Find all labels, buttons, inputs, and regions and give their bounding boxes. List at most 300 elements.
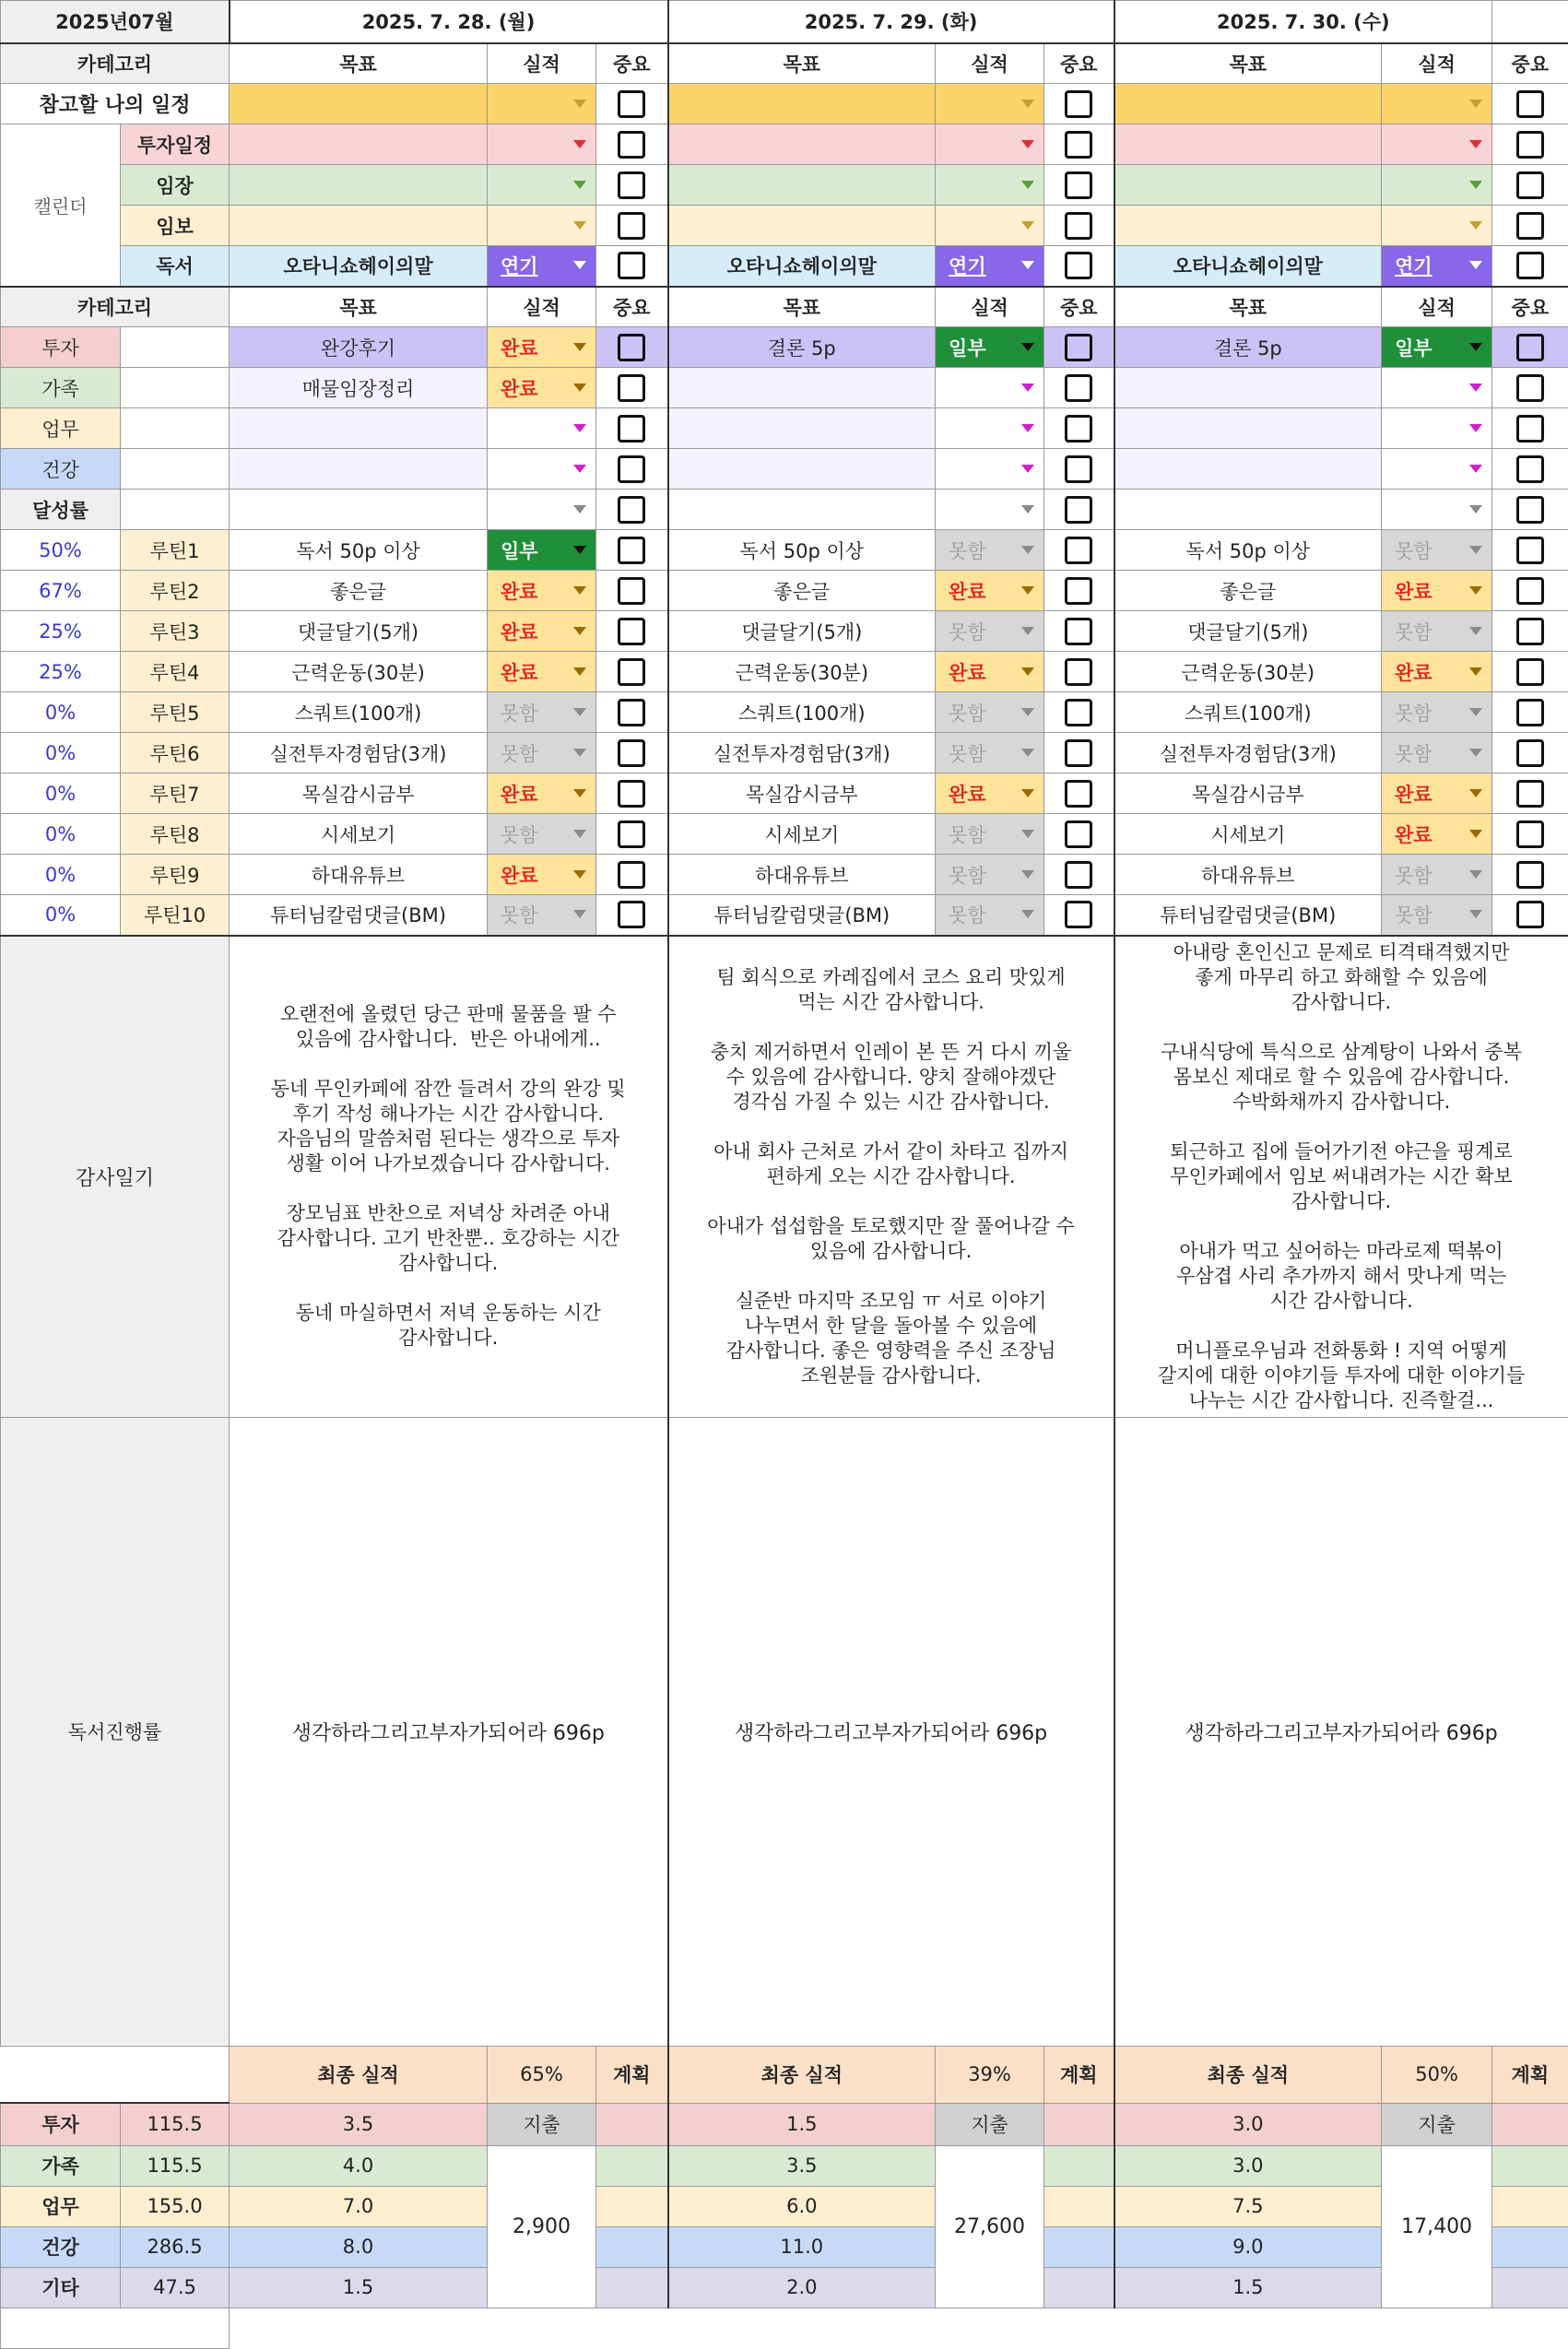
important-checkbox-cell[interactable]	[1044, 206, 1114, 246]
routine-percent: 67%	[1, 571, 121, 611]
dropdown-arrow-icon[interactable]	[573, 586, 586, 595]
result-dropdown[interactable]	[1382, 327, 1492, 368]
important-checkbox-cell[interactable]	[596, 530, 668, 571]
dropdown-arrow-icon[interactable]	[1021, 586, 1034, 595]
dropdown-arrow-icon[interactable]	[573, 910, 586, 918]
dropdown-arrow-icon[interactable]	[1021, 708, 1034, 716]
important-checkbox[interactable]	[1516, 537, 1544, 564]
important-checkbox-cell[interactable]	[1044, 490, 1114, 530]
result-dropdown[interactable]	[936, 368, 1044, 408]
important-checkbox[interactable]	[1516, 212, 1544, 240]
important-checkbox-cell[interactable]	[1044, 327, 1114, 368]
important-checkbox[interactable]	[1065, 455, 1092, 483]
important-checkbox[interactable]	[1516, 90, 1544, 118]
important-checkbox-cell[interactable]	[1044, 814, 1114, 855]
important-checkbox-cell[interactable]	[596, 449, 668, 490]
important-checkbox[interactable]	[618, 618, 645, 645]
schedule-dropdown[interactable]	[488, 84, 596, 124]
important-checkbox[interactable]	[618, 455, 645, 483]
important-checkbox-cell[interactable]	[1492, 84, 1568, 124]
important-checkbox-cell[interactable]	[1044, 530, 1114, 571]
dropdown-arrow-icon[interactable]	[1021, 749, 1034, 757]
important-checkbox-cell[interactable]	[1044, 165, 1114, 206]
result-dropdown[interactable]	[488, 490, 596, 530]
dropdown-arrow-icon[interactable]	[1469, 505, 1482, 513]
dropdown-arrow-icon[interactable]	[573, 830, 586, 838]
dropdown-arrow-icon[interactable]	[573, 261, 586, 269]
important-checkbox-cell[interactable]	[1044, 692, 1114, 733]
result-dropdown[interactable]	[936, 449, 1044, 490]
important-checkbox-cell[interactable]	[1044, 408, 1114, 449]
important-checkbox-cell[interactable]	[596, 246, 668, 287]
dropdown-arrow-icon[interactable]	[1021, 384, 1034, 392]
result-dropdown[interactable]	[936, 855, 1044, 895]
important-checkbox[interactable]	[618, 252, 645, 279]
dropdown-arrow-icon[interactable]	[1469, 261, 1482, 269]
important-checkbox[interactable]	[1516, 820, 1544, 848]
important-checkbox-cell[interactable]	[1492, 773, 1568, 814]
important-checkbox-cell[interactable]	[596, 368, 668, 408]
important-checkbox-cell[interactable]	[1044, 246, 1114, 287]
calendar-dropdown[interactable]	[936, 124, 1044, 165]
important-checkbox[interactable]	[1065, 901, 1092, 928]
result-dropdown[interactable]	[488, 733, 596, 773]
schedule-goal-cell[interactable]	[1114, 84, 1382, 124]
important-checkbox[interactable]	[618, 820, 645, 848]
result-dropdown[interactable]	[936, 773, 1044, 814]
important-checkbox[interactable]	[618, 658, 645, 686]
dropdown-arrow-icon[interactable]	[573, 627, 586, 635]
important-checkbox-cell[interactable]	[1492, 733, 1568, 773]
result-value: 완료	[1395, 784, 1432, 806]
book-title[interactable]: 오타니쇼헤이의말	[668, 246, 936, 287]
result-dropdown[interactable]	[1382, 773, 1492, 814]
calendar-goal-cell[interactable]	[1114, 165, 1382, 206]
important-checkbox-cell[interactable]	[1044, 449, 1114, 490]
important-checkbox-cell[interactable]	[1492, 611, 1568, 652]
category-label: 건강	[1, 449, 121, 490]
dropdown-arrow-icon[interactable]	[1021, 100, 1034, 108]
important-checkbox[interactable]	[1516, 252, 1544, 279]
gratitude-diary[interactable]: 아내랑 혼인신고 문제로 티격태격했지만 좋게 마무리 하고 화해할 수 있음에 감사합니다. 구내식당에 특식으로 삼계탕이 나와서 중복 몸보신 제대로 할 수 있음에 감사합니다. 수박화채까지 감사합니다. 퇴근하고 집에 들어가기전 야근을 핑계로 무인카페에서 임보 써내려가는 시간 확보 감사합니다. 아내가 먹고 싶어하는 마라로제 떡볶이 우삼겹 사리 추가까지 해서 맛나게 먹는 시간 감사합니다. 머니플로우님과 전화통화 ! 지역 어떻게 갈지에 대한 이야기들 투자에 대한 이야기들 나누는 시간 감사합니다. 진즉할걸...	[1114, 936, 1568, 1418]
dropdown-arrow-icon[interactable]	[1469, 708, 1482, 716]
dropdown-arrow-icon[interactable]	[1021, 789, 1034, 797]
plan-cell[interactable]	[1492, 2267, 1568, 2308]
goal-cell[interactable]	[1114, 449, 1382, 490]
important-checkbox[interactable]	[1516, 577, 1544, 605]
result-dropdown[interactable]	[488, 530, 596, 571]
important-checkbox[interactable]	[618, 415, 645, 443]
gratitude-diary[interactable]: 오랜전에 올렸던 당근 판매 물품을 팔 수 있음에 감사합니다. 반은 아내에게.. 동네 무인카페에 잠깐 들려서 강의 완강 및 후기 작성 해나가는 시간 감사합니다. 자음님의 말씀처럼 된다는 생각으로 투자 생활 이어 나가보겠습니다 감사합니다. 장모님표 반찬으로 저녁상 차려준 아내 감사합니다. 고기 반찬뿐.. 호강하는 시간 감사합니다. 동네 마실하면서 저녁 운동하는 시간 감사합니다.	[230, 936, 668, 1418]
calendar-goal-cell[interactable]	[668, 206, 936, 246]
routine-goal: 하대유튜브	[1114, 855, 1382, 895]
dropdown-arrow-icon[interactable]	[573, 100, 586, 108]
result-value: 못함	[949, 702, 986, 725]
schedule-dropdown[interactable]	[1382, 84, 1492, 124]
important-checkbox-cell[interactable]	[1492, 652, 1568, 692]
schedule-goal-cell[interactable]	[668, 84, 936, 124]
important-checkbox-cell[interactable]	[596, 652, 668, 692]
goal-cell[interactable]	[668, 490, 936, 530]
dropdown-arrow-icon[interactable]	[1469, 830, 1482, 838]
dropdown-arrow-icon[interactable]	[1021, 221, 1034, 230]
result-dropdown[interactable]	[1382, 814, 1492, 855]
result-dropdown[interactable]	[936, 733, 1044, 773]
goal-cell[interactable]	[668, 449, 936, 490]
important-checkbox[interactable]	[1065, 90, 1092, 118]
calendar-dropdown[interactable]	[1382, 124, 1492, 165]
important-checkbox[interactable]	[1065, 699, 1092, 726]
book-title[interactable]: 오타니쇼헤이의말	[1114, 246, 1382, 287]
dropdown-arrow-icon[interactable]	[1021, 910, 1034, 918]
goal-cell[interactable]	[1114, 368, 1382, 408]
important-checkbox-cell[interactable]	[1044, 368, 1114, 408]
important-checkbox-cell[interactable]	[596, 571, 668, 611]
dropdown-arrow-icon[interactable]	[573, 708, 586, 716]
final-percent: 65%	[488, 2046, 596, 2103]
goal-cell[interactable]: 결론 5p	[1114, 327, 1382, 368]
important-checkbox-cell[interactable]	[596, 327, 668, 368]
important-checkbox[interactable]	[1516, 374, 1544, 402]
plan-cell[interactable]	[596, 2226, 668, 2267]
important-checkbox-cell[interactable]	[1492, 124, 1568, 165]
important-checkbox-cell[interactable]	[596, 124, 668, 165]
important-checkbox[interactable]	[618, 334, 645, 361]
dropdown-arrow-icon[interactable]	[1021, 343, 1034, 351]
important-checkbox[interactable]	[618, 496, 645, 524]
important-checkbox-cell[interactable]	[596, 733, 668, 773]
plan-cell[interactable]	[1044, 2186, 1114, 2226]
important-checkbox[interactable]	[1065, 496, 1092, 524]
important-checkbox-cell[interactable]	[596, 773, 668, 814]
calendar-dropdown[interactable]	[488, 124, 596, 165]
important-checkbox-cell[interactable]	[596, 814, 668, 855]
important-checkbox[interactable]	[1065, 131, 1092, 159]
important-checkbox[interactable]	[1516, 455, 1544, 483]
result-dropdown[interactable]	[488, 814, 596, 855]
plan-cell[interactable]	[1492, 2103, 1568, 2145]
result-dropdown[interactable]	[488, 571, 596, 611]
result-dropdown[interactable]	[936, 895, 1044, 936]
dropdown-arrow-icon[interactable]	[1469, 870, 1482, 879]
book-status-dropdown[interactable]	[488, 246, 596, 287]
calendar-goal-cell[interactable]	[230, 206, 488, 246]
dropdown-arrow-icon[interactable]	[573, 749, 586, 757]
important-checkbox-cell[interactable]	[1492, 814, 1568, 855]
result-dropdown[interactable]	[1382, 490, 1492, 530]
important-checkbox[interactable]	[1065, 739, 1092, 767]
dropdown-arrow-icon[interactable]	[1021, 261, 1034, 269]
important-checkbox-cell[interactable]	[1492, 692, 1568, 733]
dropdown-arrow-icon[interactable]	[1469, 667, 1482, 676]
dropdown-arrow-icon[interactable]	[1469, 465, 1482, 473]
dropdown-arrow-icon[interactable]	[573, 343, 586, 351]
result-dropdown[interactable]	[1382, 895, 1492, 936]
dropdown-arrow-icon[interactable]	[1469, 424, 1482, 432]
important-checkbox-cell[interactable]	[1492, 530, 1568, 571]
result-dropdown[interactable]	[488, 895, 596, 936]
important-checkbox-cell[interactable]	[1492, 206, 1568, 246]
important-checkbox[interactable]	[1516, 658, 1544, 686]
dropdown-arrow-icon[interactable]	[1469, 910, 1482, 918]
plan-cell[interactable]	[1492, 2145, 1568, 2186]
schedule-goal-cell[interactable]	[230, 84, 488, 124]
important-checkbox[interactable]	[618, 577, 645, 605]
calendar-goal-cell[interactable]	[1114, 124, 1382, 165]
important-checkbox[interactable]	[618, 537, 645, 564]
important-checkbox-cell[interactable]	[1044, 733, 1114, 773]
calendar-dropdown[interactable]	[1382, 165, 1492, 206]
dropdown-arrow-icon[interactable]	[1021, 140, 1034, 148]
result-dropdown[interactable]	[1382, 449, 1492, 490]
important-checkbox[interactable]	[1516, 334, 1544, 361]
important-checkbox[interactable]	[618, 901, 645, 928]
result-dropdown[interactable]	[936, 530, 1044, 571]
result-dropdown[interactable]	[1382, 652, 1492, 692]
goal-cell[interactable]	[230, 408, 488, 449]
goal-cell[interactable]	[230, 490, 488, 530]
important-checkbox[interactable]	[1065, 252, 1092, 279]
result-dropdown[interactable]	[1382, 733, 1492, 773]
important-checkbox[interactable]	[618, 212, 645, 240]
plan-cell[interactable]	[1044, 2145, 1114, 2186]
plan-cell[interactable]	[596, 2145, 668, 2186]
result-dropdown[interactable]	[488, 611, 596, 652]
important-checkbox[interactable]	[1065, 780, 1092, 808]
plan-cell[interactable]	[1492, 2186, 1568, 2226]
result-dropdown[interactable]	[1382, 368, 1492, 408]
important-checkbox-cell[interactable]	[1492, 246, 1568, 287]
dropdown-arrow-icon[interactable]	[573, 667, 586, 676]
dropdown-arrow-icon[interactable]	[1021, 465, 1034, 473]
important-checkbox[interactable]	[1065, 577, 1092, 605]
goal-cell[interactable]: 결론 5p	[668, 327, 936, 368]
dropdown-arrow-icon[interactable]	[1021, 505, 1034, 513]
important-checkbox[interactable]	[618, 171, 645, 199]
dropdown-arrow-icon[interactable]	[573, 140, 586, 148]
important-checkbox-cell[interactable]	[1492, 408, 1568, 449]
important-checkbox[interactable]	[1065, 171, 1092, 199]
book-status-dropdown[interactable]	[1382, 246, 1492, 287]
dropdown-arrow-icon[interactable]	[1469, 140, 1482, 148]
dropdown-arrow-icon[interactable]	[1469, 546, 1482, 554]
dropdown-arrow-icon[interactable]	[1021, 667, 1034, 676]
result-value: 일부	[501, 540, 538, 562]
important-checkbox[interactable]	[618, 780, 645, 808]
goal-cell[interactable]	[230, 449, 488, 490]
important-checkbox-cell[interactable]	[596, 855, 668, 895]
dropdown-arrow-icon[interactable]	[1021, 627, 1034, 635]
important-checkbox-cell[interactable]	[1044, 855, 1114, 895]
dropdown-arrow-icon[interactable]	[1469, 221, 1482, 230]
important-checkbox[interactable]	[618, 699, 645, 726]
important-checkbox-cell[interactable]	[1492, 165, 1568, 206]
result-dropdown[interactable]	[936, 408, 1044, 449]
dropdown-arrow-icon[interactable]	[1469, 586, 1482, 595]
important-checkbox[interactable]	[618, 861, 645, 889]
important-checkbox[interactable]	[1065, 658, 1092, 686]
important-checkbox-cell[interactable]	[1044, 652, 1114, 692]
important-checkbox-cell[interactable]	[596, 490, 668, 530]
calendar-goal-cell[interactable]	[230, 124, 488, 165]
important-checkbox[interactable]	[1065, 212, 1092, 240]
goal-cell[interactable]	[1114, 408, 1382, 449]
result-dropdown[interactable]	[488, 327, 596, 368]
calendar-dropdown[interactable]	[936, 206, 1044, 246]
dropdown-arrow-icon[interactable]	[1469, 789, 1482, 797]
goal-cell[interactable]	[668, 368, 936, 408]
important-checkbox[interactable]	[1516, 861, 1544, 889]
important-checkbox[interactable]	[1065, 415, 1092, 443]
important-checkbox[interactable]	[1065, 618, 1092, 645]
routine-percent: 0%	[1, 733, 121, 773]
dropdown-arrow-icon[interactable]	[573, 789, 586, 797]
important-checkbox[interactable]	[1516, 618, 1544, 645]
result-dropdown[interactable]	[1382, 408, 1492, 449]
calendar-dropdown[interactable]	[936, 165, 1044, 206]
plan-cell[interactable]	[1044, 2226, 1114, 2267]
calendar-dropdown[interactable]	[488, 206, 596, 246]
dropdown-arrow-icon[interactable]	[1021, 181, 1034, 189]
dropdown-arrow-icon[interactable]	[573, 505, 586, 513]
calendar-goal-cell[interactable]	[230, 165, 488, 206]
important-checkbox-cell[interactable]	[1044, 895, 1114, 936]
goal-cell[interactable]: 매물임장정리	[230, 368, 488, 408]
result-dropdown[interactable]	[1382, 530, 1492, 571]
dropdown-arrow-icon[interactable]	[1469, 343, 1482, 351]
dropdown-arrow-icon[interactable]	[1021, 830, 1034, 838]
result-dropdown[interactable]	[488, 368, 596, 408]
dropdown-arrow-icon[interactable]	[573, 181, 586, 189]
important-checkbox-cell[interactable]	[1492, 855, 1568, 895]
dropdown-arrow-icon[interactable]	[573, 424, 586, 432]
important-checkbox[interactable]	[618, 374, 645, 402]
important-checkbox[interactable]	[1516, 780, 1544, 808]
dropdown-arrow-icon[interactable]	[1021, 546, 1034, 554]
plan-cell[interactable]	[1044, 2103, 1114, 2145]
result-dropdown[interactable]	[936, 571, 1044, 611]
important-checkbox-cell[interactable]	[596, 165, 668, 206]
important-checkbox-cell[interactable]	[1044, 571, 1114, 611]
calendar-goal-cell[interactable]	[1114, 206, 1382, 246]
calendar-goal-cell[interactable]	[668, 124, 936, 165]
dropdown-arrow-icon[interactable]	[1021, 870, 1034, 879]
result-dropdown[interactable]	[488, 855, 596, 895]
dropdown-arrow-icon[interactable]	[1469, 181, 1482, 189]
book-title[interactable]: 오타니쇼헤이의말	[230, 246, 488, 287]
result-dropdown[interactable]	[1382, 611, 1492, 652]
result-dropdown[interactable]	[936, 327, 1044, 368]
plan-cell[interactable]	[1044, 2267, 1114, 2308]
important-checkbox-cell[interactable]	[1492, 327, 1568, 368]
important-checkbox[interactable]	[1516, 699, 1544, 726]
plan-cell[interactable]	[596, 2103, 668, 2145]
important-checkbox[interactable]	[618, 90, 645, 118]
goal-cell[interactable]	[668, 408, 936, 449]
result-dropdown[interactable]	[936, 652, 1044, 692]
result-dropdown[interactable]	[488, 652, 596, 692]
dropdown-arrow-icon[interactable]	[573, 870, 586, 879]
important-checkbox[interactable]	[618, 131, 645, 159]
important-checkbox-cell[interactable]	[596, 206, 668, 246]
calendar-dropdown[interactable]	[1382, 206, 1492, 246]
routine-label: 루틴1	[121, 530, 230, 571]
book-status-dropdown[interactable]	[936, 246, 1044, 287]
gratitude-diary[interactable]: 팀 회식으로 카레집에서 코스 요리 맛있게 먹는 시간 감사합니다. 충치 제거하면서 인레이 본 뜬 거 다시 끼울 수 있음에 감사합니다. 양치 잘해야겠단 경각심 가질 수 있는 시간 감사합니다. 아내 회사 근처로 가서 같이 차타고 집까지 편하게 오는 시간 감사합니다. 아내가 섭섭함을 토로했지만 잘 풀어나갈 수 있음에 감사합니다. 실준반 마지막 조모임 ㅠ 서로 이야기 나누면서 한 달을 돌아볼 수 있음에 감사합니다. 좋은 영향력을 주신 조장님 조원분들 감사합니다.	[668, 936, 1114, 1418]
result-dropdown[interactable]	[1382, 855, 1492, 895]
important-checkbox[interactable]	[1516, 415, 1544, 443]
dropdown-arrow-icon[interactable]	[573, 384, 586, 392]
category-label: 투자	[1, 327, 121, 368]
important-checkbox[interactable]	[1065, 820, 1092, 848]
goal-cell[interactable]: 완강후기	[230, 327, 488, 368]
result-dropdown[interactable]	[936, 692, 1044, 733]
plan-cell[interactable]	[1492, 2226, 1568, 2267]
calendar-goal-cell[interactable]	[668, 165, 936, 206]
important-checkbox[interactable]	[1516, 496, 1544, 524]
important-checkbox[interactable]	[1065, 861, 1092, 889]
important-checkbox-cell[interactable]	[596, 84, 668, 124]
result-dropdown[interactable]	[488, 692, 596, 733]
result-dropdown[interactable]	[936, 814, 1044, 855]
goal-cell[interactable]	[1114, 490, 1382, 530]
dropdown-arrow-icon[interactable]	[1021, 424, 1034, 432]
dropdown-arrow-icon[interactable]	[573, 465, 586, 473]
result-dropdown[interactable]	[936, 611, 1044, 652]
dropdown-arrow-icon[interactable]	[1469, 100, 1482, 108]
reading-label: 독서진행률	[1, 1417, 230, 2046]
important-checkbox-cell[interactable]	[1492, 368, 1568, 408]
dropdown-arrow-icon[interactable]	[1469, 384, 1482, 392]
important-checkbox-cell[interactable]	[596, 408, 668, 449]
result-dropdown[interactable]	[488, 408, 596, 449]
dropdown-arrow-icon[interactable]	[1469, 749, 1482, 757]
schedule-dropdown[interactable]	[936, 84, 1044, 124]
result-dropdown[interactable]	[1382, 692, 1492, 733]
plan-cell[interactable]	[596, 2186, 668, 2226]
important-checkbox[interactable]	[1065, 334, 1092, 361]
plan-cell[interactable]	[596, 2267, 668, 2308]
important-checkbox[interactable]	[1065, 374, 1092, 402]
important-checkbox[interactable]	[1516, 171, 1544, 199]
result-dropdown[interactable]	[1382, 571, 1492, 611]
important-checkbox-cell[interactable]	[1044, 124, 1114, 165]
important-checkbox[interactable]	[618, 739, 645, 767]
dropdown-arrow-icon[interactable]	[573, 221, 586, 230]
important-checkbox[interactable]	[1516, 901, 1544, 928]
calendar-dropdown[interactable]	[488, 165, 596, 206]
important-checkbox[interactable]	[1516, 739, 1544, 767]
important-checkbox-cell[interactable]	[1492, 571, 1568, 611]
result-value: 완료	[501, 865, 538, 887]
important-checkbox-cell[interactable]	[1044, 773, 1114, 814]
dropdown-arrow-icon[interactable]	[573, 546, 586, 554]
important-checkbox[interactable]	[1065, 537, 1092, 564]
important-checkbox-cell[interactable]	[1044, 611, 1114, 652]
result-dropdown[interactable]	[488, 773, 596, 814]
result-dropdown[interactable]	[936, 490, 1044, 530]
important-checkbox-cell[interactable]	[1492, 449, 1568, 490]
important-checkbox-cell[interactable]	[1492, 895, 1568, 936]
important-checkbox[interactable]	[1516, 131, 1544, 159]
dropdown-arrow-icon[interactable]	[1469, 627, 1482, 635]
important-checkbox-cell[interactable]	[596, 895, 668, 936]
important-checkbox-cell[interactable]	[596, 692, 668, 733]
important-checkbox-cell[interactable]	[1492, 490, 1568, 530]
important-checkbox-cell[interactable]	[1044, 84, 1114, 124]
result-dropdown[interactable]	[488, 449, 596, 490]
important-checkbox-cell[interactable]	[596, 611, 668, 652]
